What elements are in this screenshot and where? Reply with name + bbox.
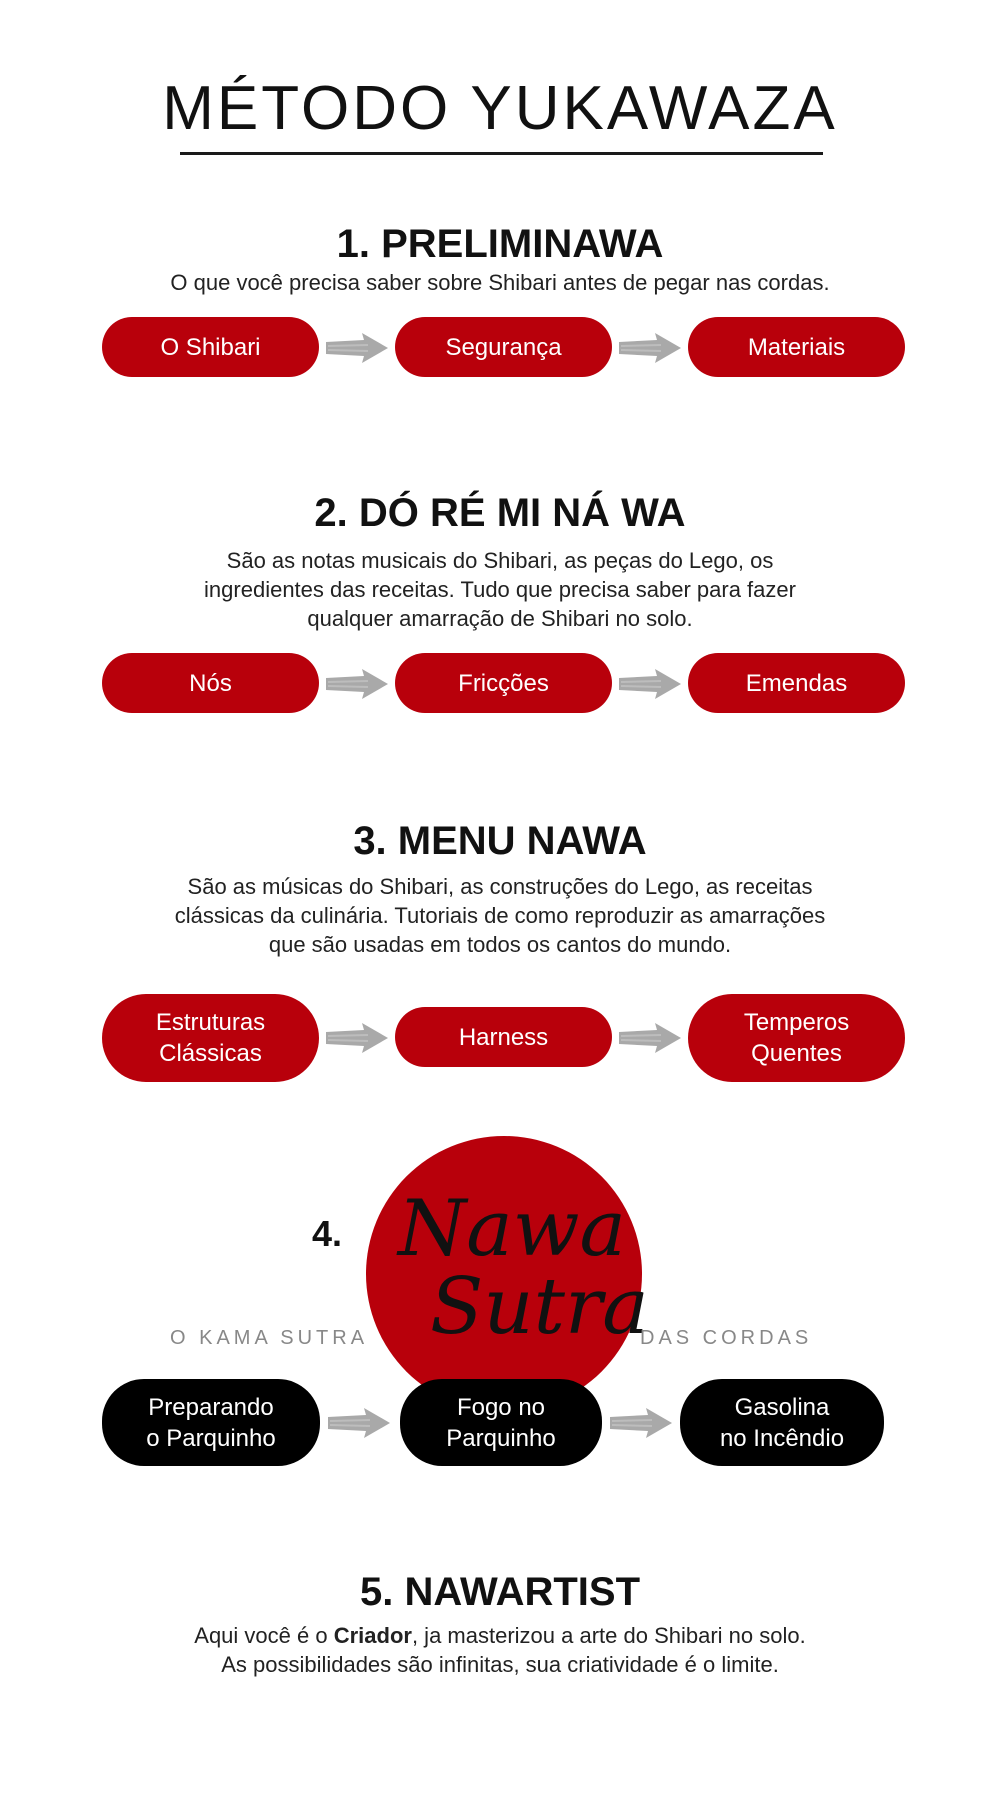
description-text: , ja masterizou a arte do Shibari no solo. bbox=[411, 1623, 806, 1648]
title-underline bbox=[180, 152, 823, 155]
step-label: Materiais bbox=[747, 333, 846, 361]
description-line: clássicas da culinária. Tutoriais de como reproduzir as amarrações bbox=[174, 903, 826, 928]
step-preparando-o-parquinho[interactable] bbox=[102, 1379, 320, 1466]
brush-arrow-right-icon bbox=[617, 330, 683, 366]
section-4-number: 4. bbox=[312, 1213, 343, 1254]
logo-nawa: Nawa bbox=[398, 1184, 627, 1274]
description-line: São as notas musicais do Shibari, as peças do Lego, os bbox=[226, 548, 774, 573]
description-bold: Criador bbox=[333, 1623, 412, 1648]
description-text: Aqui você é o bbox=[194, 1623, 334, 1648]
step-label-line: Fogo no bbox=[456, 1393, 546, 1421]
description-line: São as músicas do Shibari, as construções do Lego, as receitas bbox=[187, 874, 813, 899]
step-label-line: Preparando bbox=[148, 1393, 274, 1421]
step-seguranca[interactable] bbox=[395, 317, 612, 377]
step-label: Fricções bbox=[458, 669, 549, 697]
description-line: que são usadas em todos os cantos do mundo. bbox=[268, 932, 732, 957]
step-friccoes[interactable] bbox=[395, 653, 612, 713]
step-label: Nós bbox=[189, 669, 232, 697]
description-line: qualquer amarração de Shibari no solo. bbox=[307, 606, 693, 631]
step-nos[interactable] bbox=[102, 653, 319, 713]
step-emendas[interactable] bbox=[688, 653, 905, 713]
section-1-title: 1. PRELIMINAWA bbox=[336, 222, 664, 266]
brush-arrow-right-icon bbox=[324, 1020, 390, 1056]
step-label: Emendas bbox=[745, 669, 848, 697]
step-label-line: Temperos bbox=[743, 1009, 850, 1036]
step-label-line: Estruturas bbox=[155, 1009, 266, 1036]
step-temperos-quentes[interactable] bbox=[688, 994, 905, 1082]
section-1-description: O que você precisa saber sobre Shibari antes de pegar nas cordas. bbox=[170, 270, 830, 295]
brush-arrow-right-icon bbox=[608, 1405, 674, 1441]
section-2-description bbox=[0, 546, 1000, 633]
step-label-line: Clássicas bbox=[159, 1040, 262, 1067]
description-line: As possibilidades são infinitas, sua criatividade é o limite. bbox=[221, 1652, 779, 1677]
section-5-description bbox=[0, 1621, 1000, 1679]
step-label-line: no Incêndio bbox=[719, 1424, 845, 1452]
description-line: ingredientes das receitas. Tudo que precisa saber para fazer bbox=[204, 577, 796, 602]
page-title: MÉTODO YUKAWAZA bbox=[162, 74, 838, 143]
brush-arrow-right-icon bbox=[326, 1405, 392, 1441]
brush-arrow-right-icon bbox=[617, 666, 683, 702]
section-5-title: 5. NAWARTIST bbox=[359, 1570, 641, 1614]
step-label: Harness bbox=[458, 1023, 549, 1051]
step-label-line: Quentes bbox=[751, 1040, 842, 1067]
brush-arrow-right-icon bbox=[324, 666, 390, 702]
step-label-line: Parquinho bbox=[446, 1424, 556, 1452]
caption-das-cordas: DAS CORDAS bbox=[640, 1327, 813, 1349]
step-label-line: o Parquinho bbox=[146, 1424, 276, 1452]
step-label: O Shibari bbox=[160, 333, 261, 361]
section-2-title: 2. DÓ RÉ MI NÁ WA bbox=[314, 491, 686, 535]
step-estruturas-classicas[interactable] bbox=[102, 994, 319, 1082]
brush-arrow-right-icon bbox=[324, 330, 390, 366]
step-label-line: Gasolina bbox=[734, 1393, 830, 1421]
step-fogo-no-parquinho[interactable] bbox=[400, 1379, 602, 1466]
step-o-shibari[interactable] bbox=[102, 317, 319, 377]
logo-sutra: Sutra bbox=[430, 1262, 649, 1352]
step-harness[interactable] bbox=[395, 1007, 612, 1067]
section-3-description bbox=[0, 872, 1000, 959]
brush-arrow-right-icon bbox=[617, 1020, 683, 1056]
step-label: Segurança bbox=[445, 333, 562, 361]
caption-kama-sutra: O KAMA SUTRA bbox=[170, 1327, 369, 1349]
description-line bbox=[0, 1621, 1000, 1650]
step-gasolina-no-incendio[interactable] bbox=[680, 1379, 884, 1466]
step-materiais[interactable] bbox=[688, 317, 905, 377]
section-3-title: 3. MENU NAWA bbox=[353, 819, 647, 863]
